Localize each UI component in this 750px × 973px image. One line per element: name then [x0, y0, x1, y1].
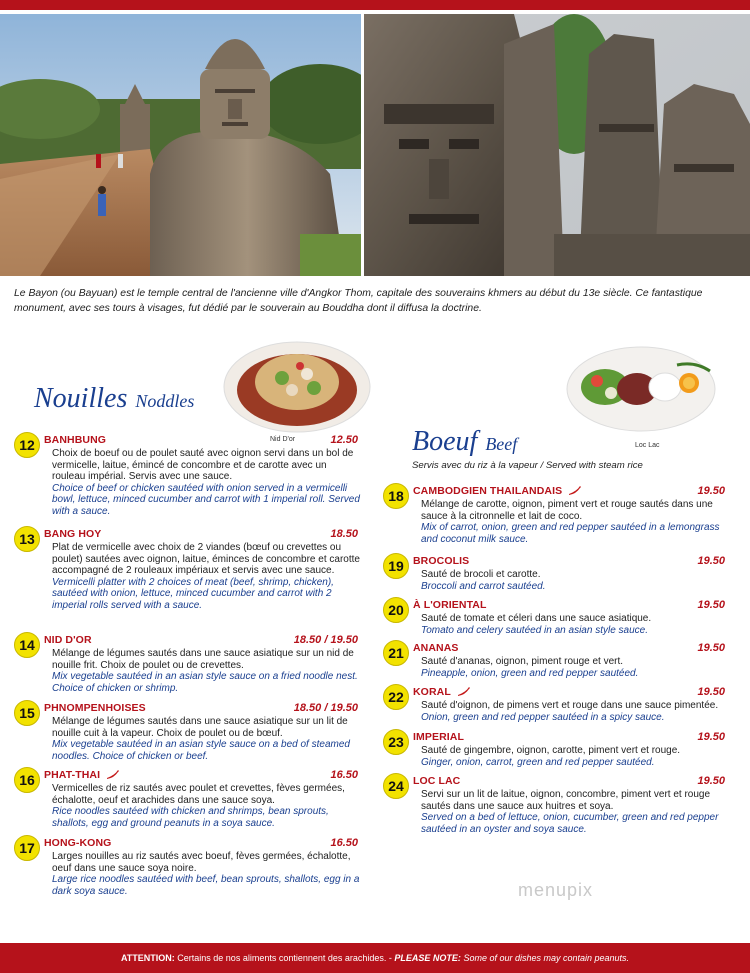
item-desc-en: Mix vegetable sautéed in an asian style sauce on a bed of steamed noodles. Choice of chicken or beef.: [52, 739, 350, 762]
nid-dor-photo-label: Nid D'or: [270, 436, 296, 443]
item-description: [421, 745, 726, 768]
item-name-text: CAMBODGIEN THAILANDAIS: [413, 485, 563, 497]
loc-lac-dish-photo: [565, 343, 717, 440]
item-desc-en: Vermicelli platter with 2 choices of meat (beef, shrimp, chicken), sautéed with onion, lettuce, minced cucumber and carrot with 2 imperial rolls served with a sauce.: [52, 576, 334, 611]
item-desc-en: Choice of beef or chicken sautéed with onion served in a vermicelli bowl, lettuce, minced cucumber and carrot with 1 imperial roll. Served with a sauce.: [52, 482, 360, 517]
item-description: [421, 499, 726, 545]
item-description: [52, 851, 362, 897]
item-desc-fr: Choix de boeuf ou de poulet sauté avec oignon servi dans un bol de vermicelle, laitue, émincé de concombre et de carotte avec un rouleau impérial. Servis avec une sauce.: [52, 448, 354, 483]
item-name: NID D'OR: [44, 634, 92, 646]
item-desc-en: Onion, green and red pepper sautéed in a spicy sauce.: [421, 711, 665, 723]
item-description: [421, 656, 726, 679]
item-desc-fr: Mélange de légumes sautés dans une sauce asiatique sur un nid de nouille frit. Choix de poulet ou de crevettes.: [52, 648, 354, 671]
footer-attention-label: ATTENTION:: [120, 953, 175, 963]
item-number: 19: [383, 553, 409, 579]
item-desc-en: Rice noodles sautéed with chicken and shrimps, bean sprouts, shallots, egg and ground peanuts in a soya sauce.: [52, 806, 329, 829]
item-price: 19.50: [697, 775, 725, 787]
item-desc-fr: Plat de vermicelle avec choix de 2 viandes (bœuf ou crevettes ou poulet) sautées avec oignon, laitue, éminces de concombre et carotte accompagné de 2 rouleaux impériaux et servis avec une sauce.: [52, 542, 360, 577]
item-desc-fr: Servi sur un lit de laitue, oignon, concombre, piment vert et rouge sautés dans une sauce aux huitres et soya.: [421, 789, 711, 812]
item-description: [421, 613, 726, 636]
top-band: [0, 0, 750, 10]
item-number: 21: [383, 640, 409, 666]
item-desc-en: Mix of carrot, onion, green and red pepper sautéed in a lemongrass and coconut milk sauce.: [421, 522, 720, 545]
item-description: [52, 542, 362, 612]
beef-section-title: [412, 426, 517, 458]
item-number: 17: [14, 835, 40, 861]
item-desc-en: Pineapple, onion, green and red pepper sautéed.: [421, 667, 639, 679]
footer-separator: -: [386, 953, 395, 963]
item-desc-en: Mix vegetable sautéed in an asian style sauce on a fried noodle nest. Choice of chicken or shrimp.: [52, 671, 358, 694]
beef-title-en: Beef: [485, 434, 518, 454]
item-desc-en: Ginger, onion, carrot, green and red pepper sautéed.: [421, 756, 655, 768]
item-price: 19.50: [697, 686, 725, 698]
item-name-text: KORAL: [413, 686, 451, 698]
item-price: 16.50: [330, 769, 358, 781]
item-name: [44, 769, 120, 781]
footer-attention-text: Certains de nos aliments contiennent des arachides.: [177, 953, 387, 963]
noodles-title-fr: Nouilles: [34, 383, 128, 414]
item-name-text: PHAT-THAI: [44, 769, 101, 781]
item-description: [421, 700, 726, 723]
item-number: 15: [14, 700, 40, 726]
item-desc-en: Tomato and celery sautéed in an asian style sauce.: [421, 624, 648, 636]
item-number: 12: [14, 432, 40, 458]
item-desc-fr: Sauté d'oignon, de pimens vert et rouge dans une sauce pimentée.: [421, 700, 719, 711]
item-name: [413, 485, 582, 497]
item-description: [52, 648, 362, 694]
item-desc-fr: Sauté de tomate et céleri dans une sauce asiatique.: [421, 613, 652, 624]
item-name: IMPERIAL: [413, 731, 464, 743]
item-price: 18.50: [330, 528, 358, 540]
item-name: LOC LAC: [413, 775, 461, 787]
item-price: 12.50: [330, 434, 358, 446]
angkor-statue-photo: [0, 14, 361, 276]
item-name: À L'ORIENTAL: [413, 599, 487, 611]
item-number: 13: [14, 526, 40, 552]
item-price: 19.50: [697, 555, 725, 567]
item-description: [421, 569, 726, 592]
nid-dor-dish-photo: [222, 338, 372, 441]
item-price: 16.50: [330, 837, 358, 849]
item-number: 18: [383, 483, 409, 509]
item-name: HONG-KONG: [44, 837, 112, 849]
footer-note-text: Some of our dishes may contain peanuts.: [463, 953, 630, 963]
chili-pepper-icon: [106, 770, 120, 780]
item-desc-fr: Sauté d'ananas, oignon, piment rouge et vert.: [421, 656, 624, 667]
item-desc-en: Broccoli and carrot sautéed.: [421, 580, 546, 592]
item-desc-fr: Vermicelles de riz sautés avec poulet et crevettes, fèves germées, échalotte, oeuf et arachides dans une sauce soya.: [52, 783, 345, 806]
item-price: 18.50 / 19.50: [293, 702, 358, 714]
allergy-footer: [0, 943, 750, 973]
item-description: [52, 448, 362, 518]
photo-caption: Le Bayon (ou Bayuan) est le temple central de l'ancienne ville d'Angkor Thom, capitale des souverains khmers au début du 13e siècle. Ce fantastique monument, avec ses tours à visages, fut dédié par le souverain au Bouddha dont il diffusa la doctrine.: [14, 288, 703, 314]
footer-note-label: PLEASE NOTE:: [394, 953, 461, 963]
item-description: [421, 789, 726, 835]
chili-pepper-icon: [457, 687, 471, 697]
item-price: 19.50: [697, 731, 725, 743]
item-price: 18.50 / 19.50: [293, 634, 358, 646]
chili-pepper-icon: [568, 486, 582, 496]
bayon-temple-photo: [364, 14, 750, 276]
item-desc-en: Large rice noodles sautéed with beef, bean sprouts, shallots, egg in a dark soya sauce.: [52, 874, 360, 897]
item-desc-fr: Sauté de gingembre, oignon, carotte, piment vert et rouge.: [421, 745, 681, 756]
watermark: menupix: [518, 880, 594, 900]
beef-subheading: Servis avec du riz à la vapeur / Served with steam rice: [412, 460, 643, 471]
item-name: BANHBUNG: [44, 434, 107, 446]
item-number: 24: [383, 773, 409, 799]
item-number: 14: [14, 632, 40, 658]
loc-lac-photo-label: Loc Lac: [635, 442, 660, 449]
item-price: 19.50: [697, 485, 725, 497]
item-name: ANANAS: [413, 642, 459, 654]
item-number: 20: [383, 597, 409, 623]
item-price: 19.50: [697, 599, 725, 611]
item-desc-fr: Sauté de brocoli et carotte.: [421, 569, 541, 580]
item-number: 16: [14, 767, 40, 793]
item-desc-fr: Mélange de légumes sautés dans une sauce asiatique sur un lit de nouille cuit à la vapeur. Choix de poulet ou de bœuf.: [52, 716, 348, 739]
item-desc-fr: Mélange de carotte, oignon, piment vert et rouge sautés dans une sauce à la citronnelle et lait de coco.: [421, 499, 713, 522]
item-name: BROCOLIS: [413, 555, 470, 567]
item-number: 23: [383, 729, 409, 755]
item-description: [52, 716, 362, 762]
beef-title-fr: Boeuf: [412, 426, 478, 457]
item-name: BANG HOY: [44, 528, 102, 540]
noodles-title-en: Noddles: [135, 391, 195, 411]
noodles-section-title: [34, 383, 194, 415]
item-name: PHNOMPENHOISES: [44, 702, 146, 714]
item-desc-en: Served on a bed of lettuce, onion, cucumber, green and red pepper sautéed in an oyster and soya sauce.: [421, 812, 719, 835]
item-price: 19.50: [697, 642, 725, 654]
item-description: [52, 783, 362, 829]
item-desc-fr: Larges nouilles au riz sautés avec boeuf, fèves germées, échalotte, oeuf dans une sauce soya noire.: [52, 851, 351, 874]
item-name: [413, 686, 471, 698]
item-number: 22: [383, 684, 409, 710]
